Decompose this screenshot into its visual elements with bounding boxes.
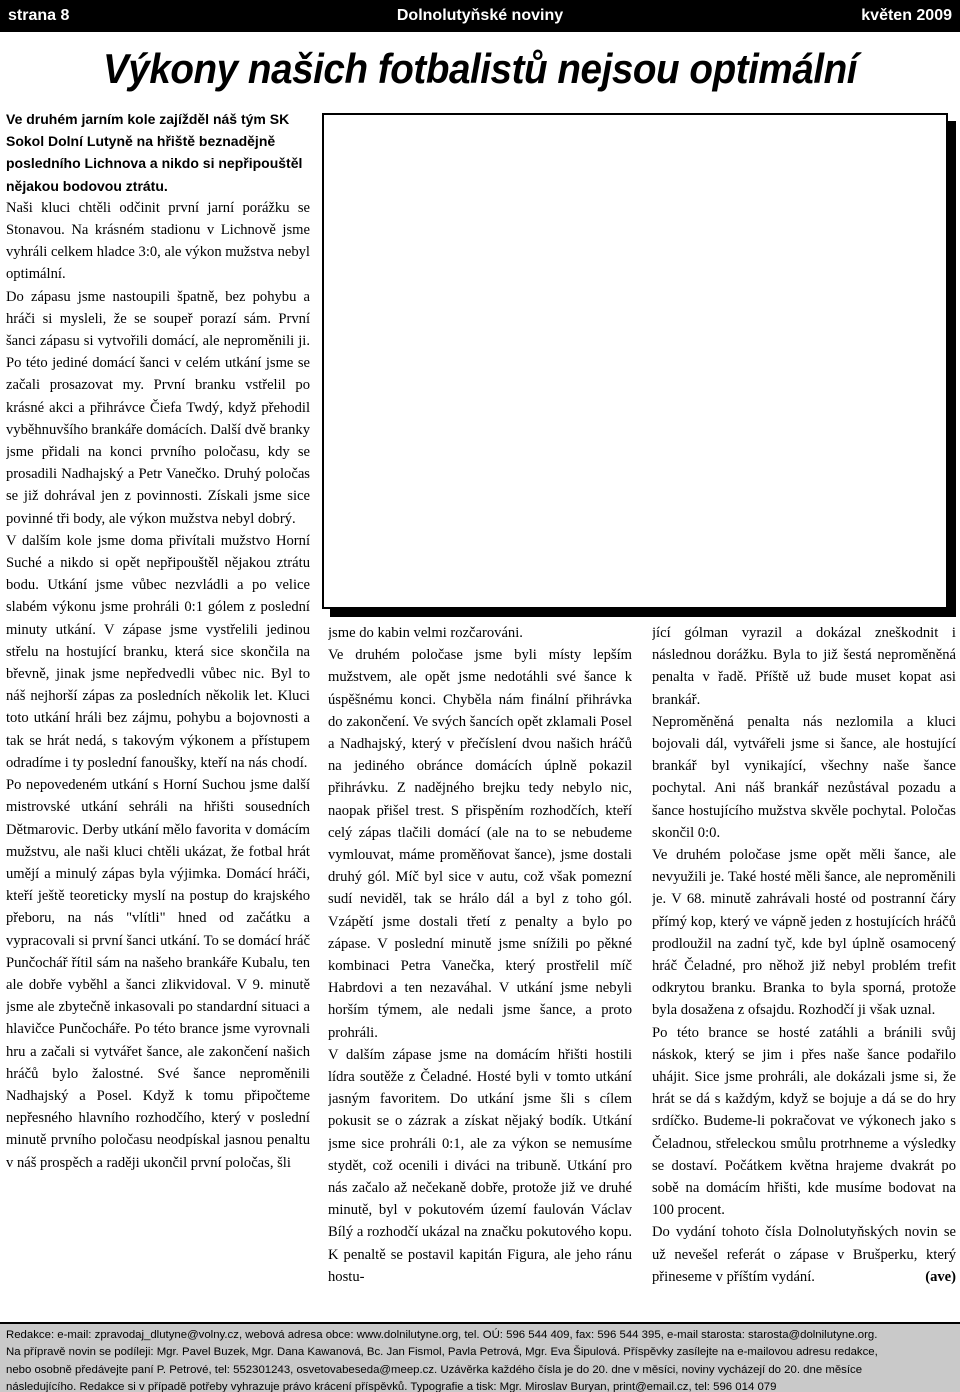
article-column-1	[6, 108, 310, 1308]
publication-name: Dolnolutyňské noviny	[396, 7, 564, 24]
paragraph-text: Do vydání tohoto čísla Dolnolutyňských novin se už nevešel referát o zápase v Brušperku, který přineseme v příštím vydání.	[652, 1224, 956, 1285]
paragraph: Naši kluci chtěli odčinit první jarní porážku se Stonavou. Na krásném stadionu v Lichnově jsme vyhráli celkem hladce 3:0, ale výkon mužstva nebyl optimální.	[6, 199, 310, 283]
paragraph: Po této brance se hosté zatáhli a bránili svůj náskok, který se jim i přes naše šance podařilo uhájit. Sice jsme prohráli, ale dokázali jsme si, že hrát se dá s každým, když se bojuje a dá se do hry srdíčko. Budeme-li pokračovat ve výkonech jako s Čeladnou, střeleckou smůlu protrhneme a výsledky se dostaví. Počátkem května hrajeme dvakrát po sobě na domácím hřišti, kde musíme bodovat na 100 procent.	[652, 1024, 956, 1219]
paragraph: Neproměněná penalta nás nezlomila a kluci bojovali dál, vytvářeli jsme si šance, ale hostující brankář byl vynikající, všechny naše šance pochytal. Ani náš brankář nezůstával pozadu a šance hostujícího mužstva skvěle pochytal. Poločas skončil 0:0.	[652, 713, 956, 841]
footer-line: následujícího. Redakce si v případě potřeby vyhrazuje právo krácení příspěvků. Typografie a tisk: Mgr. Miroslav Buryan, print@email.cz, tel: 596 014 079	[6, 1380, 777, 1392]
editorial-footer	[0, 1322, 960, 1392]
footer-line: nebo osobně předávejte paní P. Petrové, tel: 552301243, osvetovabeseda@meep.cz. Uzávěrka každého čísla je do 20. dne v měsíci, noviny vycházejí do 20. dne měsíce	[6, 1363, 863, 1376]
article-headline: Výkony našich fotbalistů nejsou optimální	[102, 45, 858, 92]
issue-date: květen 2009	[861, 7, 952, 24]
paragraph: jsme do kabin velmi rozčarováni.	[328, 625, 523, 641]
article-column-2	[328, 622, 632, 1310]
paragraph: V dalším zápase jsme na domácím hřišti hostili lídra soutěže z Čeladné. Hosté byli v tomto utkání jasným favoritem. Do utkání jsme šli s cílem pokusit se o zázrak a získat nějaký bodík. Utkání jsme sice prohráli 0:1, ale za výkon se nemusíme stydět, což ocenili i diváci na tribuně. Utkání pro nás začalo až nečekaně dobře, protože již ve druhé minutě, byl v pokutovém území faulován Václav Bílý a rozhodčí ukázal na značku pokutového kopu. K penaltě se postavil kapitán Figura, ale jeho ránu hostu-	[328, 1046, 632, 1285]
article-column-3	[652, 622, 956, 1310]
article-lead: Ve druhém jarním kole zajížděl náš tým SK Sokol Dolní Lutyně na hřiště beznadějně posledního Lichnova a nikdo si nepřipouštěl nějakou bodovou ztrátu.	[6, 111, 303, 194]
paragraph: Do zápasu jsme nastoupili špatně, bez pohybu a hráči si mysleli, že se soupeř porazí sám. První šanci zápasu si vytvořili domácí, ale neproměnili ji. Po této jediné domácí šanci v celém utkání jsme se začali prosazovat my. První branku vstřelil po krásné akci a přihrávce Čiefa Twdý, když přehodil vyběhnuvšího brankáře domácích. Další dvě branky jsme přidali na konci prvního poločasu, kdy se prosadili Nadhajský a Petr Vanečko. Druhý poločas se již dohrával jen z povinnosti. Získali jsme sice povinné tři body, ale výkon mužstva nebyl dobrý.	[6, 288, 310, 527]
author-signoff: (ave)	[925, 1268, 956, 1285]
paragraph: jící gólman vyrazil a dokázal zneškodnit i následnou dorážku. Byla to již šestá neproměněná penalta v řadě. Příště už bude muset kopat asi brankář.	[652, 625, 956, 708]
paragraph: Ve druhém poločase jsme byli místy lepším mužstvem, ale opět jsme nedotáhli své šance k úspěšnému konci. Chyběla nám finální přihrávka do zakončení. Ve svých šancích opět zklamali Posel a Nadhajský, který v přečíslení dvou našich hráčů na jediného obránce domácích úplně pokazil přihrávku. Z nadějného brejku tedy nebylo nic, naopak přišel trest. S přispěním rozhodčích, kteří celý zápas tlačili domácí (ale na to se nebudeme vymlouvat, máme proměňovat šance), jsme dostali druhý gól. Míč byl sice v autu, což však pomezní sudí neviděl, tak se hrálo dál a byl z toho gól. Vzápětí jsme dostali třetí z penalty a bylo po zápase. V poslední minutě jsme snížili po pěkné kombinaci Petra Vanečka, který prostřelil míč Habrdovi a ten nezaváhal. V utkání jsme nebyli horším týmem, ale nedali jsme šance, a proto prohráli.	[328, 647, 632, 1041]
paragraph-final	[652, 1221, 956, 1288]
footer-line: Na přípravě novin se podíleji: Mgr. Pavel Buzek, Mgr. Dana Kawanová, Bc. Jan Fismol, Pavla Petrová, Mgr. Eva Šipulová. Příspěvky zasílejte na e-mailovou adresu redakce,	[6, 1346, 878, 1359]
photo-placeholder	[322, 113, 948, 609]
page-header-bar	[0, 0, 960, 32]
paragraph: V dalším kole jsme doma přivítali mužstvo Horní Suché a nikdo si opět nepřipouštěl nějakou ztrátu bodu. Utkání jsme vůbec nezvládli a po velice slabém výkonu jsme prohráli 0:1 gólem z poslední minuty utkání. V zápase jsme vystřelili jedinou střelu na hostující branku, která sice skončila na břevně, jinak jsme nepředvedli vůbec nic. Byl to náš nejhorší zápas za posledních několik let. Kluci toto utkání hráli bez zájmu, pohybu a bojovnosti a tak se hrát nedá, s takovým výkonem a přístupem odradíme i ty poslední fanoušky, kteří na nás chodí.	[6, 532, 310, 771]
paragraph: Ve druhém poločase jsme opět měli šance, ale nevyužili je. Také hosté měli šance, ale neproměnili je. V 68. minutě zahrávali hosté od postranní čáry přímý kop, který ve vápně jeden z hostujících hráčů prodloužil na zadní tyč, kde byl úplně osamocený hráč Čeladné, pro něhož již nebyl problém trefit odkrytou branku. Branka to byla sporná, protože byla dosažena z ofsajdu. Rozhodčí ji však uznal.	[652, 847, 956, 1019]
footer-line: Redakce: e-mail: zpravodaj_dlutyne@volny.cz, webová adresa obce: www.dolnilutyne.org, tel. OÚ: 596 544 409, fax: 596 544 395, e-mail starosta: starosta@dolnilutyne.org.	[6, 1329, 878, 1341]
paragraph: Po nepovedeném utkání s Horní Suchou jsme další mistrovské utkání sehráli na hřišti sousedních Dětmarovic. Derby utkání mělo favorita v domácím mužstvu, ale naši kluci chtěli ukázat, že fotbal hrát umějí a minulý zápas byla výjimka. Domácí hráči, kteří ještě teoreticky myslí na postup do krajského přeboru, na nás "vlítli" hned od začátku a vypracovali si první šanci utkání. To se domácí hráč Punčochář řítil sám na našeho brankáře Kubalu, ten ale dobře vyběhl a šanci zlikvidoval. V 9. minutě jsme ale zbytečně inkasovali po standardní situaci a hlavičce Punčocháře. Po této brance jsme vyrovnali hru a začali si vytvářet šance, ale zakončení našich hráčů bylo žalostné. Své šance neproměnili Nadhajský a Posel. Když k tomu připočteme nepřesného hlavního rozhodčího, který v poslední minutě prvního poločasu neodpískal jasnou penaltu v náš prospěch a raději ukončil první poločas, šli	[6, 777, 310, 1171]
page-number: strana 8	[8, 7, 70, 24]
